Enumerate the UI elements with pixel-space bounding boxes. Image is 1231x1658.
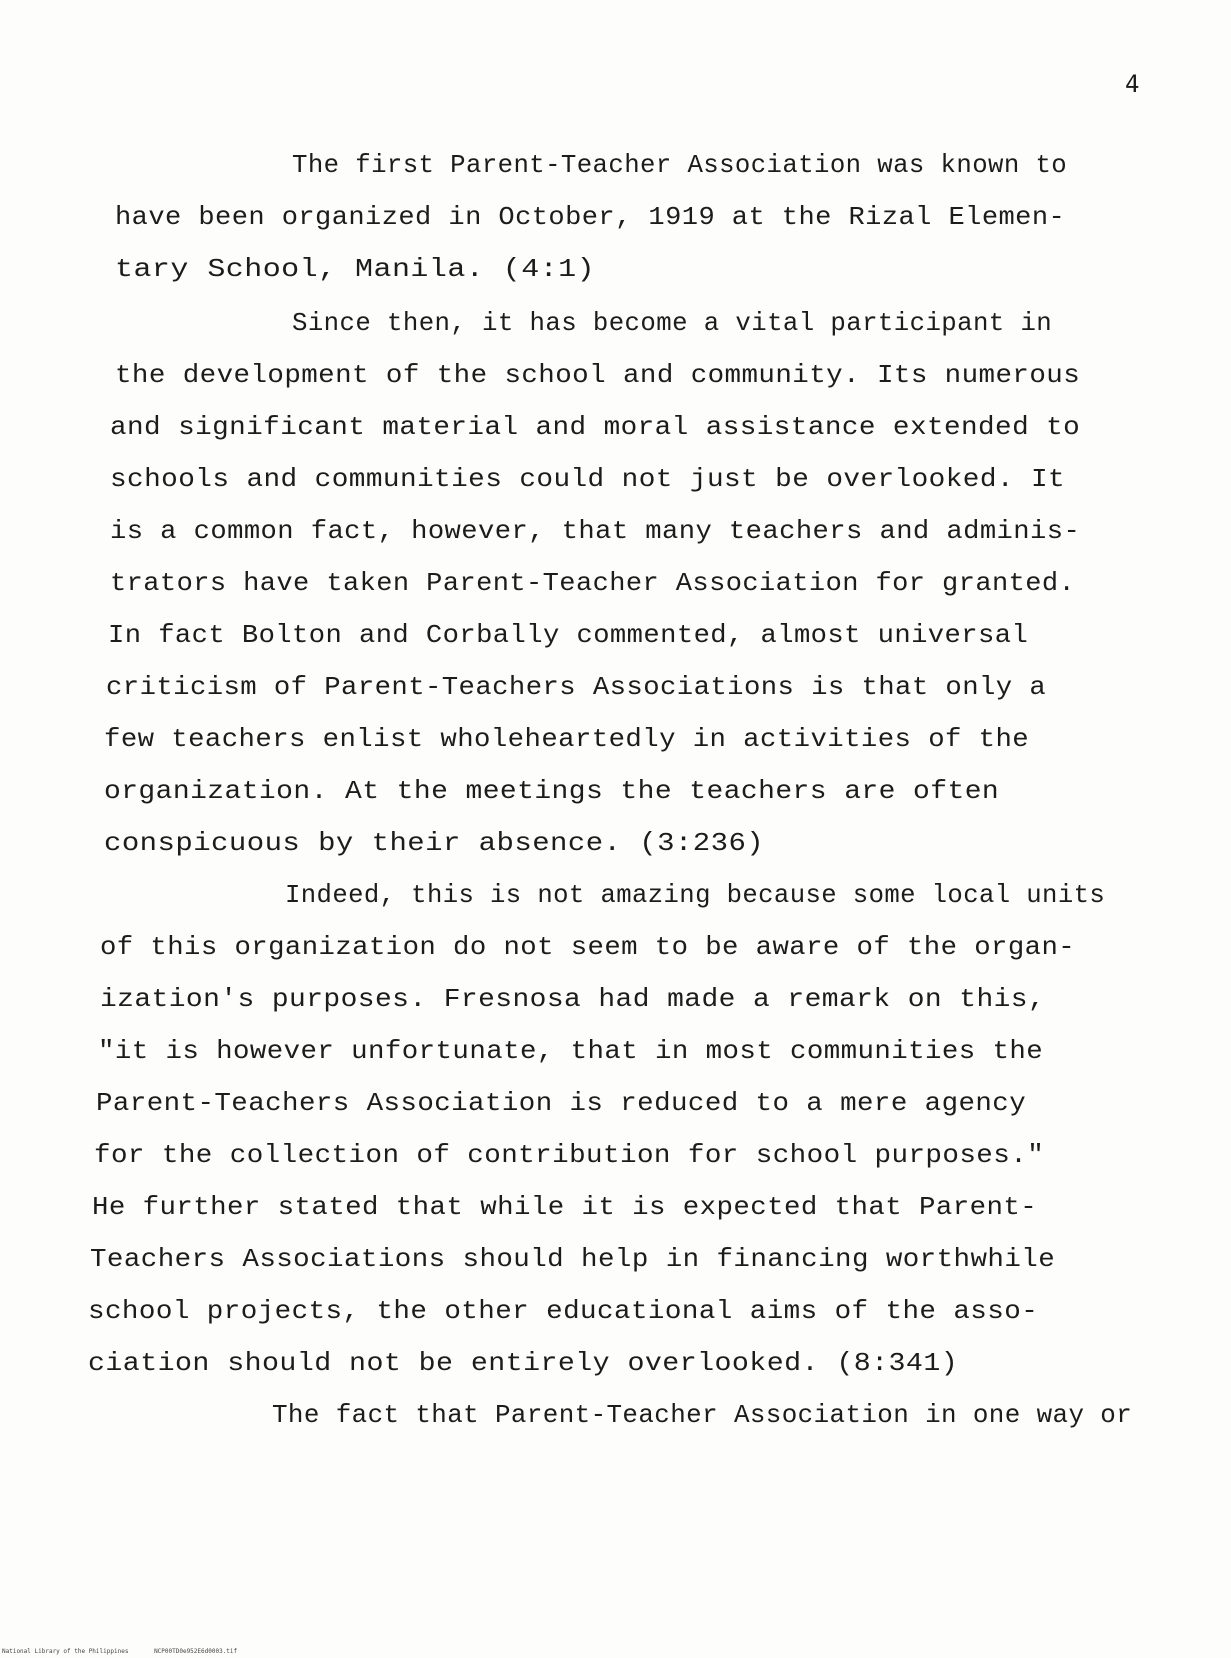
text-line: tary School, Manila. (4:1) <box>115 254 596 284</box>
text-line: Parent-Teachers Association is reduced to a mere agency <box>96 1088 1027 1118</box>
text-line: schools and communities could not just be overlooked. It <box>110 464 1066 494</box>
text-line: for the collection of contribution for school purposes." <box>94 1140 1045 1170</box>
text-line: of this organization do not seem to be aware of the organ- <box>100 932 1076 962</box>
text-line: "it is however unfortunate, that in most communities the <box>98 1036 1044 1066</box>
text-line: and significant material and moral assistance extended to <box>110 412 1081 442</box>
text-line: Since then, it has become a vital participant in <box>292 308 1053 338</box>
page-number: 4 <box>1125 70 1140 98</box>
text-line: few teachers enlist wholeheartedly in activities of the <box>104 724 1030 754</box>
text-line: is a common fact, however, that many teachers and adminis- <box>110 516 1081 546</box>
text-line: school projects, the other educational aims of the asso- <box>88 1296 1039 1326</box>
text-line: He further stated that while it is expected that Parent- <box>92 1192 1038 1222</box>
text-line: criticism of Parent-Teachers Associations is that only a <box>106 672 1047 702</box>
text-line: Teachers Associations should help in financing worthwhile <box>90 1244 1056 1274</box>
text-line: The first Parent-Teacher Association was known to <box>292 150 1068 180</box>
text-line: have been organized in October, 1919 at the Rizal Elemen- <box>115 202 1066 232</box>
text-line: The fact that Parent-Teacher Association in one way or <box>272 1400 1133 1430</box>
text-line: trators have taken Parent-Teacher Association for granted. <box>110 568 1076 598</box>
footer <box>2 1648 259 1655</box>
footer-file-id: NCP00TD0e952E6d0003.tif <box>154 1648 238 1655</box>
text-line: ciation should not be entirely overlooked. (8:341) <box>88 1348 959 1378</box>
text-line: organization. At the meetings the teachers are often <box>104 776 1000 806</box>
text-line: the development of the school and community. Its numerous <box>115 360 1081 390</box>
text-line: In fact Bolton and Corbally commented, almost universal <box>108 620 1029 650</box>
footer-library: National Library of the Philippines <box>2 1648 129 1655</box>
text-line: ization's purposes. Fresnosa had made a remark on this, <box>100 984 1046 1014</box>
text-line: Indeed, this is not amazing because some local units <box>285 880 1106 910</box>
text-line: conspicuous by their absence. (3:236) <box>104 828 765 858</box>
